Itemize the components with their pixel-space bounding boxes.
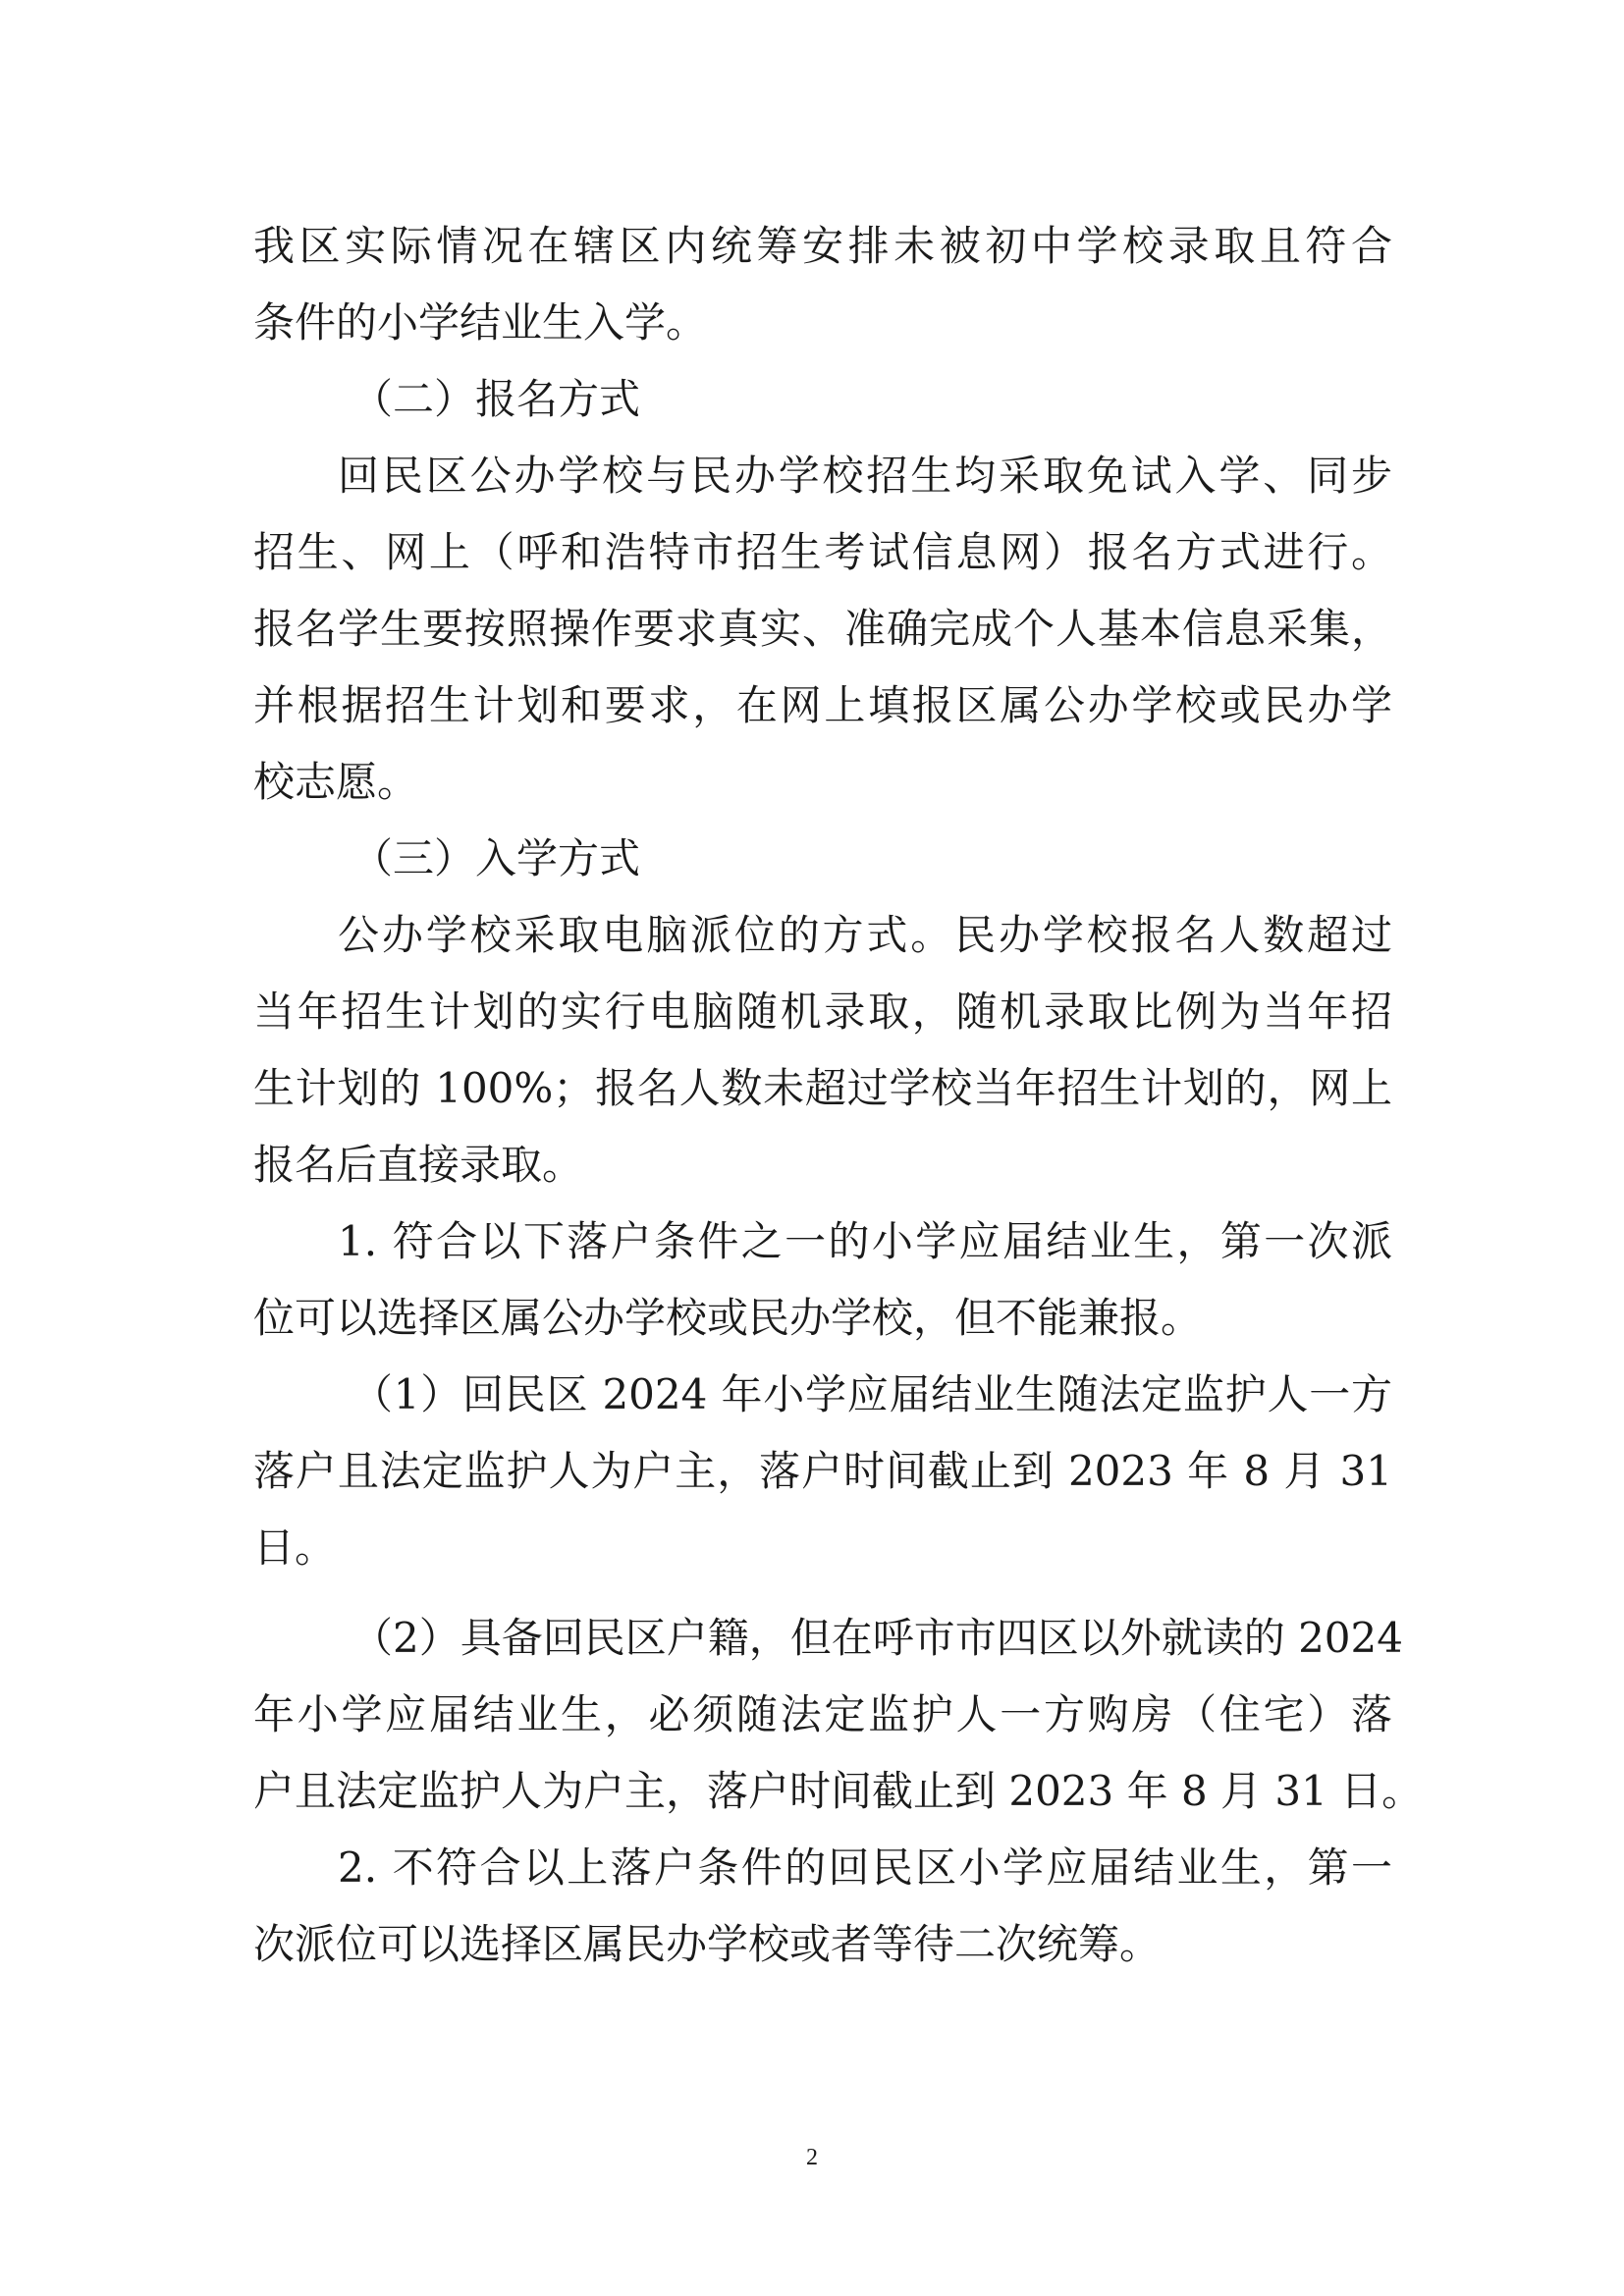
paragraph-line: 户且法定监护人为户主，落户时间截止到 2023 年 8 月 31 日。 [253,1767,1424,1815]
document-body [253,208,1424,1983]
sub-item-2: （2）具备回民区户籍，但在呼市市四区以外就读的 2024 [352,1614,1403,1662]
paragraph-line: 落户且法定监护人为户主，落户时间截止到 2023 年 8 月 31 [253,1447,1392,1495]
paragraph-line: 报名后直接录取。 [253,1141,584,1189]
paragraph-line: 公办学校采取电脑派位的方式。民办学校报名人数超过 [338,911,1392,959]
paragraph-line: 招生、网上（呼和浩特市招生考试信息网）报名方式进行。 [253,528,1392,576]
paragraph-line: 生计划的 100%；报名人数未超过学校当年招生计划的，网上 [253,1064,1392,1112]
list-item-2: 2. 不符合以上落户条件的回民区小学应届结业生，第一 [338,1843,1392,1892]
paragraph-line: 校志愿。 [253,758,419,806]
paragraph-line: 我区实际情况在辖区内统筹安排未被初中学校录取且符合 [253,222,1392,270]
paragraph-line: 次派位可以选择区属民办学校或者等待二次统筹。 [253,1920,1162,1968]
list-item-1: 1. 符合以下落户条件之一的小学应届结业生，第一次派 [338,1217,1392,1265]
paragraph-line: 条件的小学结业生入学。 [253,298,708,347]
paragraph-line: 日。 [253,1523,337,1572]
paragraph-line: 位可以选择区属公办学校或民办学校，但不能兼报。 [253,1294,1203,1342]
section-heading-registration: （二）报名方式 [352,375,641,423]
section-heading-admission: （三）入学方式 [352,834,641,882]
paragraph-line: 年小学应届结业生，必须随法定监护人一方购房（住宅）落 [253,1690,1392,1738]
sub-item-1: （1）回民区 2024 年小学应届结业生随法定监护人一方 [352,1370,1392,1418]
page-number: 2 [806,2145,818,2170]
paragraph-line: 报名学生要按照操作要求真实、准确完成个人基本信息采集， [253,605,1392,653]
paragraph-gap [253,1586,1392,1600]
paragraph-line: 当年招生计划的实行电脑随机录取，随机录取比例为当年招 [253,988,1392,1036]
paragraph-line: 回民区公办学校与民办学校招生均采取免试入学、同步 [338,452,1392,500]
paragraph-line: 并根据招生计划和要求，在网上填报区属公办学校或民办学 [253,681,1392,729]
